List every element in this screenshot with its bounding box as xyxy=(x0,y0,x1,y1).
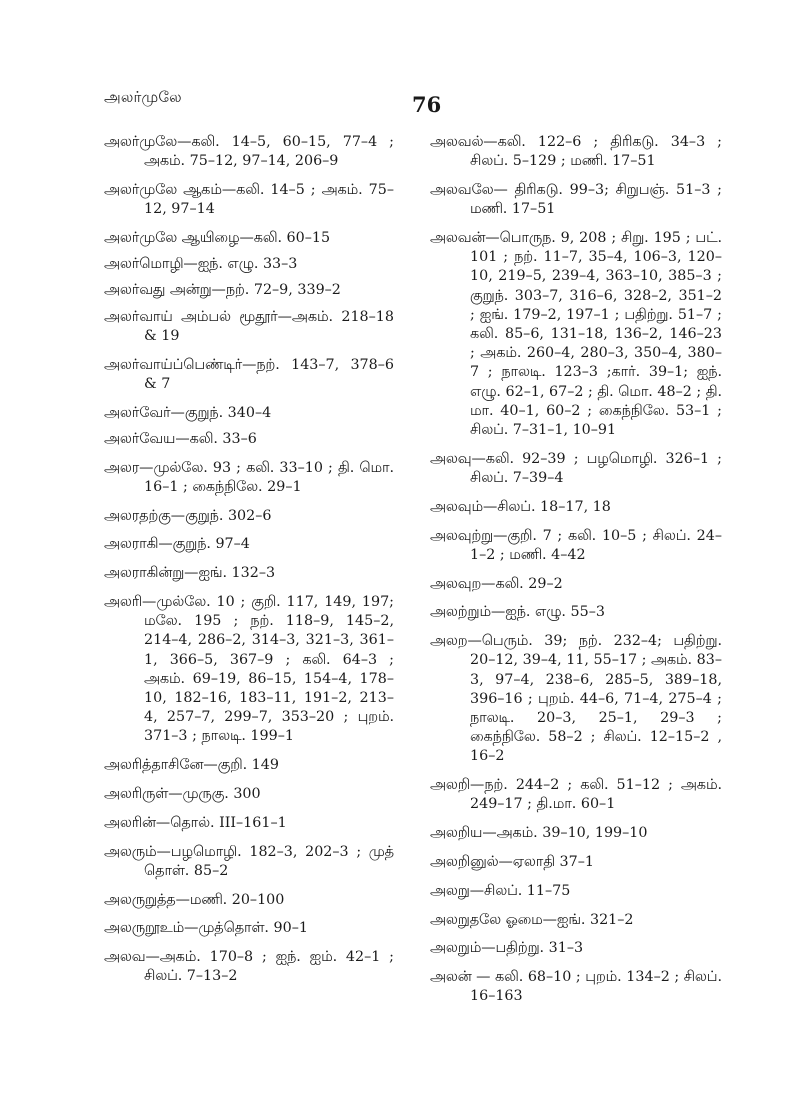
index-entry: அலற—பெரும். 39; நற். 232–4; பதிற்று. 20–12, 39–4, 11, 55–17 ; அகம். 83–3, 97–4, 238–6, 285–5, 389–18, 396–16 ; புறம். 44–6, 71–4, 275–4 ; நாலடி. 20–3, 25–1, 29–3 ; கைந்நிலே. 58–2 ; சிலப். 12–15–2 , 16–2 xyxy=(430,633,722,765)
index-entry: அலவல்—கலி. 122–6 ; திரிகடு. 34–3 ; சிலப். 5–129 ; மணி. 17–51 xyxy=(430,134,722,170)
index-entry: அலருறூஉம்—முத்தொள். 90–1 xyxy=(104,920,308,937)
index-entry: அலரித்தாசினே—குறி. 149 xyxy=(104,757,279,774)
index-entry: அலர்வேர்—குறுந். 340–4 xyxy=(104,404,272,421)
index-entry: அலறு—சிலப். 11–75 xyxy=(430,882,571,899)
index-entry: அலர்முலே—கலி. 14–5, 60–15, 77–4 ; அகம். 75–12, 97–14, 206–9 xyxy=(104,134,394,170)
index-entry: அலர்வாய்ப்பெண்டிர்—நற். 143–7, 378–6 & 7 xyxy=(104,356,394,392)
index-entry: அலரதற்கு—குறுந். 302–6 xyxy=(104,507,272,524)
index-entry: அலருறுத்த—மணி. 20–100 xyxy=(104,891,285,908)
index-entry: அலர்முலே ஆயிழை—கலி. 60–15 xyxy=(104,230,331,246)
index-entry: அலர்முலே ஆகம்—கலி. 14–5 ; அகம். 75–12, 97–14 xyxy=(104,182,394,218)
index-entry: அலரி—முல்லே. 10 ; குறி. 117, 149, 197; மலே. 195 ; நற். 118–9, 145–2, 214–4, 286–2, 314–3, 321–3, 361–1, 366–5, 367–9 ; கலி. 64–3 ; அகம். 69–19, 86–15, 154–4, 178–10, 182–16, 183–11, 191–2, 213–4, 257–7, 299–7, 353–20 ; புறம். 371–3 ; நாலடி. 199–1 xyxy=(104,594,394,745)
index-entry: அலவுற—கலி. 29–2 xyxy=(430,575,563,592)
index-entry: அலவலே— திரிகடு. 99–3; சிறுபஞ். 51–3 ; மணி. 17–51 xyxy=(430,182,722,218)
index-entry: அலர்மொழி—ஐந். எழு. 33–3 xyxy=(104,256,298,273)
index-entry: அலர்வேய—கலி. 33–6 xyxy=(104,430,257,447)
index-entry: அலர்வாய் அம்பல் மூதூர்—அகம். 218–18 & 19 xyxy=(104,308,394,344)
running-head: அலர்முலே xyxy=(104,88,182,106)
index-entry: அலரும்—பழமொழி. 182–3, 202–3 ; முத் தொள். 85–2 xyxy=(104,843,394,879)
index-entry: அலவ—அகம். 170–8 ; ஐந். ஐம். 42–1 ; சிலப். 7–13–2 xyxy=(104,949,394,985)
index-entry: அலரின்—தொல். III–161–1 xyxy=(104,814,287,831)
index-entry: அலர—முல்லே. 93 ; கலி. 33–10 ; தி. மொ. 16–1 ; கைந்நிலே. 29–1 xyxy=(104,459,394,495)
index-entry: அலராகி—குறுந். 97–4 xyxy=(104,536,250,553)
index-entry: அலவும்—சிலப். 18–17, 18 xyxy=(430,498,611,515)
index-entry: அலற்றும்—ஐந். எழு. 55–3 xyxy=(430,604,605,621)
index-entry: அலறும்—பதிற்று. 31–3 xyxy=(430,940,584,957)
index-entry: அலரிருள்—முருகு. 300 xyxy=(104,786,261,803)
index-entry: அலன் — கலி. 68–10 ; புறம். 134–2 ; சிலப். 16–163 xyxy=(430,969,722,1005)
index-entry: அலறிய—அகம். 39–10, 199–10 xyxy=(430,825,648,842)
index-entry: அலராகின்று—ஐங். 132–3 xyxy=(104,565,276,582)
index-entry: அலவன்—பொருந. 9, 208 ; சிறு. 195 ; பட். 101 ; நற். 11–7, 35–4, 106–3, 120–10, 219–5, 239–4, 363–10, 385–3 ; குறுந். 303–7, 316–6, 328–2, 351–2 ; ஐங். 179–2, 197–1 ; பதிற்று. 51–7 ; கலி. 85–6, 131–18, 136–2, 146–23 ; அகம். 260–4, 280–3, 350–4, 380–7 ; நாலடி. 123–3 ;கார். 39–1; ஐந். எழு. 62–1, 67–2 ; தி. மொ. 48–2 ; தி. மா. 40–1, 60–2 ; கைந்நிலே. 53–1 ; சிலப். 7–31–1, 10–91 xyxy=(430,230,722,439)
index-entry: அலறி—நற். 244–2 ; கலி. 51–12 ; அகம். 249–17 ; தி.மா. 60–1 xyxy=(430,777,722,813)
index-entry: அலவு—கலி. 92–39 ; பழமொழி. 326–1 ; சிலப். 7–39–4 xyxy=(430,450,722,487)
index-entry: அலறினுல்—ஏலாதி 37–1 xyxy=(430,854,594,871)
left-column xyxy=(104,133,394,987)
index-entry: அலவுற்று—குறி. 7 ; கலி. 10–5 ; சிலப். 24–1–2 ; மணி. 4–42 xyxy=(430,527,722,563)
index-entry: அலறுதலே ஓமை—ஐங். 321–2 xyxy=(430,911,634,928)
index-entry: அலர்வது அன்று—நற். 72–9, 339–2 xyxy=(104,282,341,299)
right-column xyxy=(430,133,722,1007)
page-number: 76 xyxy=(412,92,442,117)
